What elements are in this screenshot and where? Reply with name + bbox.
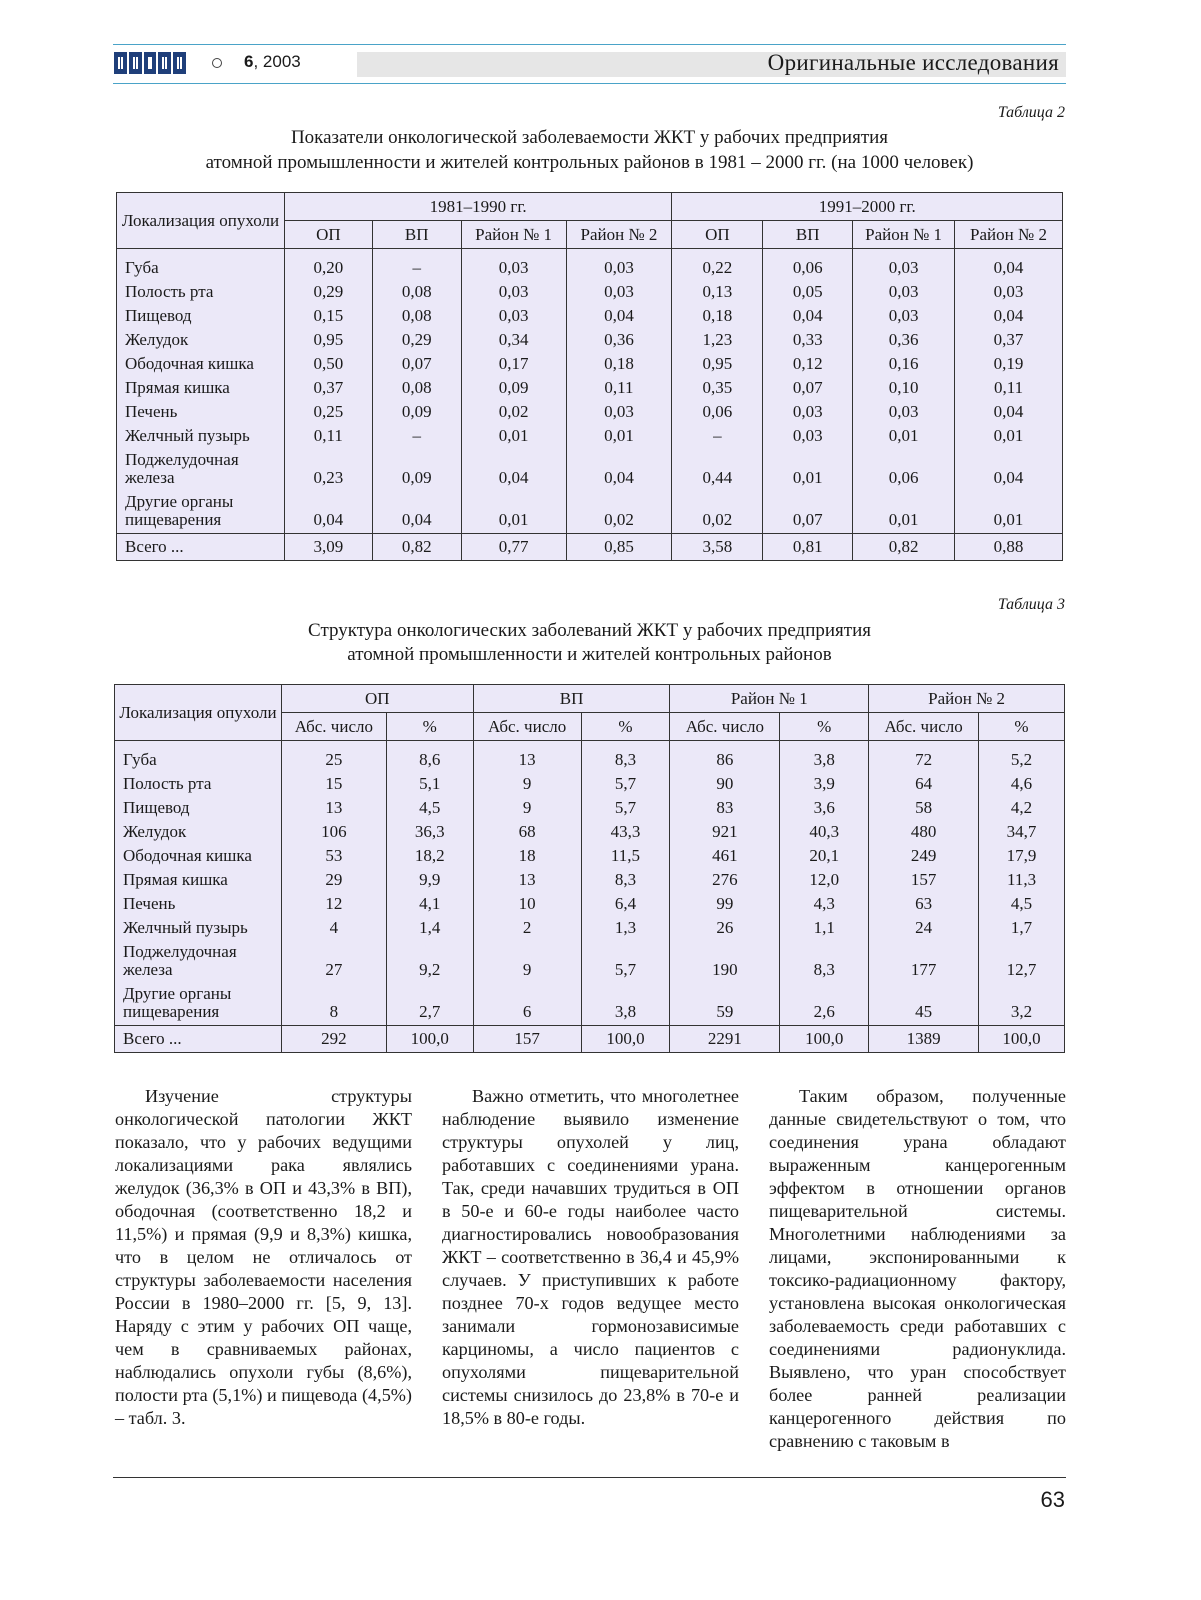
table3-group-header: ОП: [281, 685, 473, 713]
table-cell: 0,01: [461, 421, 566, 445]
total-cell: 100,0: [979, 1026, 1065, 1053]
table-cell: –: [372, 421, 461, 445]
table-cell: 0,03: [763, 397, 853, 421]
t3-subheader: %: [780, 713, 869, 741]
table-cell: 27: [281, 937, 386, 979]
paragraph: Таким образом, полученные данные свидетельствуют о том, что соединения урана обладают выраженным канцерогенным эффектом в отношении органов пищеварительной системы. Многолетними наблюдениями за лицами, экспонированными к токсико-радиационному фактору, установлена высокая онкологическая заболеваемость среди работавших с соединениями радионуклида. Выявлено, что уран способствует более ранней реализации канцерогенного действия по сравнению с таковым в: [769, 1086, 1066, 1451]
row-label: Полость рта: [117, 277, 285, 301]
paragraph: Изучение структуры онкологической патологии ЖКТ показало, что у рабочих ведущими локализациями рака являлись желудок (36,3% в ОП и 43,3% в ВП), ободочная (соответственно 18,2 и 11,5%) и прямая (9,9 и 8,3%) кишка, что в целом не отличалось от структуры заболеваемости населения России в 1980–2000 гг. [5, 9, 13]. Наряду с этим у рабочих ОП чаще, чем в сравниваемых районах, наблюдались опухоли губы (8,6%), полости рта (5,1%) и пищевода (4,5%) – табл. 3.: [115, 1086, 412, 1428]
text-column-1: [115, 1085, 412, 1430]
table2-header-localization: Локализация опухоли: [117, 193, 285, 249]
table-cell: 53: [281, 841, 386, 865]
paragraph: Важно отметить, что многолетнее наблюдение выявило изменение структуры опухолей у лиц, работавших с соединениями урана. Так, среди начавших трудиться в ОП в 50-е и 60-е годы наиболее часто диагностировались новообразования ЖКТ – соответственно в 36,4 и 45,9% случаев. У приступивших к работе позднее 70-х годов ведущее место занимали гормонозависимые карциномы, а число пациентов с опухолями пищеварительной системы снизилось до 23,8% в 70-е и 18,5% в 80-е годы.: [442, 1086, 739, 1428]
table-cell: 0,03: [461, 249, 566, 278]
table-cell: 63: [869, 889, 979, 913]
table-cell: 1,3: [581, 913, 670, 937]
table-cell: 0,37: [284, 373, 372, 397]
table-cell: 177: [869, 937, 979, 979]
table-row: [117, 301, 1063, 325]
total-cell: 0,82: [853, 534, 955, 561]
table-cell: 12,0: [780, 865, 869, 889]
table-row: [117, 421, 1063, 445]
table-cell: 6: [473, 979, 581, 1026]
table-cell: 8,3: [780, 937, 869, 979]
table-cell: 0,04: [566, 301, 672, 325]
total-cell: 100,0: [780, 1026, 869, 1053]
table-cell: 0,33: [763, 325, 853, 349]
table3-title-line1: Структура онкологических заболеваний ЖКТ у рабочих предприятия: [308, 620, 871, 641]
t2-subheader: ОП: [672, 221, 763, 249]
row-label: Поджелудочная железа: [115, 937, 282, 979]
table-cell: 29: [281, 865, 386, 889]
table-cell: 11,3: [979, 865, 1065, 889]
table-cell: 0,12: [763, 349, 853, 373]
table-cell: 58: [869, 793, 979, 817]
table-cell: 64: [869, 769, 979, 793]
row-label: Ободочная кишка: [115, 841, 282, 865]
t3-subheader: Абс. число: [670, 713, 780, 741]
row-label: Прямая кишка: [115, 865, 282, 889]
table3-header-localization: Локализация опухоли: [115, 685, 282, 741]
table-row: [115, 793, 1065, 817]
table-cell: 0,01: [566, 421, 672, 445]
t2-subheader: Район № 2: [955, 221, 1063, 249]
table-cell: 0,04: [955, 249, 1063, 278]
row-label: Ободочная кишка: [117, 349, 285, 373]
t3-subheader: Абс. число: [473, 713, 581, 741]
table-cell: 2: [473, 913, 581, 937]
table-row: [117, 277, 1063, 301]
total-cell: 2291: [670, 1026, 780, 1053]
table-cell: 0,03: [763, 421, 853, 445]
table-cell: 0,07: [763, 487, 853, 534]
table-cell: 249: [869, 841, 979, 865]
table-cell: 0,03: [955, 277, 1063, 301]
table-cell: 0,29: [372, 325, 461, 349]
table-cell: 0,03: [566, 249, 672, 278]
table3-title-line2: атомной промышленности и жителей контрольных районов: [347, 644, 832, 665]
total-cell: 0,85: [566, 534, 672, 561]
total-cell: 0,81: [763, 534, 853, 561]
table2-header-period2: 1991–2000 гг.: [672, 193, 1063, 221]
table-cell: 0,13: [672, 277, 763, 301]
row-label: Печень: [117, 397, 285, 421]
text-column-2: [442, 1085, 739, 1430]
table-cell: 0,01: [955, 487, 1063, 534]
table-cell: 0,11: [566, 373, 672, 397]
table-row: [117, 249, 1063, 278]
t2-subheader: Район № 1: [853, 221, 955, 249]
table-cell: 0,08: [372, 301, 461, 325]
table-cell: 0,09: [372, 397, 461, 421]
row-label: Другие органы пищеварения: [117, 487, 285, 534]
table-cell: 0,95: [672, 349, 763, 373]
table-row: [115, 865, 1065, 889]
table-cell: 0,02: [672, 487, 763, 534]
table-cell: 0,08: [372, 277, 461, 301]
table-cell: 1,23: [672, 325, 763, 349]
table-cell: 0,04: [955, 397, 1063, 421]
issue-number: 6: [244, 52, 254, 71]
t3-subheader: %: [979, 713, 1065, 741]
table3-label: Таблица 3: [997, 596, 1065, 613]
row-label: Губа: [117, 249, 285, 278]
table-cell: 921: [670, 817, 780, 841]
table-cell: 0,05: [763, 277, 853, 301]
table-cell: 4,6: [979, 769, 1065, 793]
table-cell: 90: [670, 769, 780, 793]
table-cell: 4,5: [386, 793, 473, 817]
table-row: [115, 817, 1065, 841]
table3: [114, 684, 1065, 1053]
row-label: Поджелудочная железа: [117, 445, 285, 487]
table-cell: 0,17: [461, 349, 566, 373]
table2-title-line2: атомной промышленности и жителей контрольных районов в 1981 – 2000 гг. (на 1000 человек): [205, 152, 974, 173]
table-cell: 0,06: [853, 445, 955, 487]
table-cell: 0,29: [284, 277, 372, 301]
total-cell: 3,58: [672, 534, 763, 561]
table-cell: 10: [473, 889, 581, 913]
table-cell: 0,95: [284, 325, 372, 349]
footer-rule: [113, 1477, 1066, 1478]
table-cell: 6,4: [581, 889, 670, 913]
total-cell: 100,0: [386, 1026, 473, 1053]
table-cell: 5,7: [581, 769, 670, 793]
table-cell: 4: [281, 913, 386, 937]
table-cell: 9,2: [386, 937, 473, 979]
table-cell: 157: [869, 865, 979, 889]
t3-subheader: Абс. число: [869, 713, 979, 741]
table-cell: 0,02: [461, 397, 566, 421]
total-cell: 3,09: [284, 534, 372, 561]
table-row: [117, 397, 1063, 421]
table-cell: 0,03: [853, 277, 955, 301]
table-cell: 34,7: [979, 817, 1065, 841]
row-label: Полость рта: [115, 769, 282, 793]
table-cell: 24: [869, 913, 979, 937]
table-row: [115, 979, 1065, 1026]
table-cell: 9,9: [386, 865, 473, 889]
table3-group-header: ВП: [473, 685, 670, 713]
section-title: Оригинальные исследования: [767, 50, 1059, 75]
table-cell: 0,44: [672, 445, 763, 487]
table-cell: 72: [869, 741, 979, 770]
total-label: Всего ...: [115, 1026, 282, 1053]
issue-info: [244, 52, 301, 72]
table-cell: 17,9: [979, 841, 1065, 865]
table-row: [115, 937, 1065, 979]
table-cell: 4,5: [979, 889, 1065, 913]
table-cell: 0,02: [566, 487, 672, 534]
t3-subheader: %: [386, 713, 473, 741]
table-cell: 20,1: [780, 841, 869, 865]
table-cell: 0,07: [372, 349, 461, 373]
table-cell: 86: [670, 741, 780, 770]
table-cell: 13: [473, 865, 581, 889]
table-cell: 0,01: [853, 421, 955, 445]
table-cell: 0,18: [672, 301, 763, 325]
table-cell: 0,36: [853, 325, 955, 349]
header-top-rule: [113, 44, 1066, 45]
table-cell: 0,06: [672, 397, 763, 421]
table-cell: 0,03: [461, 277, 566, 301]
table-cell: 4,2: [979, 793, 1065, 817]
table-cell: 0,03: [853, 249, 955, 278]
table-cell: 0,50: [284, 349, 372, 373]
total-cell: 1389: [869, 1026, 979, 1053]
table-cell: 0,09: [372, 445, 461, 487]
table-cell: 9: [473, 769, 581, 793]
table3-group-header: Район № 1: [670, 685, 869, 713]
table-cell: 0,01: [763, 445, 853, 487]
table-cell: 0,16: [853, 349, 955, 373]
table-cell: 25: [281, 741, 386, 770]
table-cell: 0,01: [955, 421, 1063, 445]
table-cell: 0,20: [284, 249, 372, 278]
row-label: Желчный пузырь: [117, 421, 285, 445]
table-cell: 5,7: [581, 937, 670, 979]
table-cell: 0,01: [461, 487, 566, 534]
row-label: Желчный пузырь: [115, 913, 282, 937]
table-cell: 0,07: [763, 373, 853, 397]
table-cell: 8,6: [386, 741, 473, 770]
total-cell: 0,88: [955, 534, 1063, 561]
table-cell: 0,04: [955, 301, 1063, 325]
row-label: Пищевод: [115, 793, 282, 817]
table-cell: 83: [670, 793, 780, 817]
table-cell: 0,04: [372, 487, 461, 534]
table-cell: 1,7: [979, 913, 1065, 937]
row-label: Губа: [115, 741, 282, 770]
row-label: Пищевод: [117, 301, 285, 325]
table-cell: 26: [670, 913, 780, 937]
t3-subheader: %: [581, 713, 670, 741]
total-cell: 292: [281, 1026, 386, 1053]
table-cell: 1,1: [780, 913, 869, 937]
total-cell: 100,0: [581, 1026, 670, 1053]
table-cell: 0,11: [284, 421, 372, 445]
text-column-3: [769, 1085, 1066, 1453]
table-cell: 8,3: [581, 865, 670, 889]
table-cell: 0,03: [566, 277, 672, 301]
table-cell: 3,9: [780, 769, 869, 793]
table-row: [117, 349, 1063, 373]
total-row: [117, 534, 1063, 561]
table-cell: 0,04: [461, 445, 566, 487]
table-cell: 15: [281, 769, 386, 793]
total-cell: 0,77: [461, 534, 566, 561]
table-cell: 0,15: [284, 301, 372, 325]
table-cell: 0,03: [853, 301, 955, 325]
table-cell: 190: [670, 937, 780, 979]
table-cell: 0,10: [853, 373, 955, 397]
total-label: Всего ...: [117, 534, 285, 561]
table2: [116, 192, 1063, 561]
table-cell: 45: [869, 979, 979, 1026]
table-cell: 59: [670, 979, 780, 1026]
table-cell: 0,04: [566, 445, 672, 487]
table-cell: 5,1: [386, 769, 473, 793]
table-cell: 0,37: [955, 325, 1063, 349]
table-cell: 11,5: [581, 841, 670, 865]
table-cell: 5,7: [581, 793, 670, 817]
journal-logo: [114, 52, 186, 74]
table-cell: 3,8: [581, 979, 670, 1026]
total-row: [115, 1026, 1065, 1053]
table-cell: 12,7: [979, 937, 1065, 979]
table-cell: 13: [473, 741, 581, 770]
table-cell: 13: [281, 793, 386, 817]
table-cell: 0,09: [461, 373, 566, 397]
table-cell: 18: [473, 841, 581, 865]
table-cell: 3,8: [780, 741, 869, 770]
table-cell: 480: [869, 817, 979, 841]
t3-subheader: Абс. число: [281, 713, 386, 741]
table-cell: 2,6: [780, 979, 869, 1026]
t2-subheader: ВП: [763, 221, 853, 249]
bullet-ring-icon: [212, 58, 222, 68]
table-row: [117, 445, 1063, 487]
table-cell: 3,6: [780, 793, 869, 817]
table-cell: 1,4: [386, 913, 473, 937]
table-cell: 4,3: [780, 889, 869, 913]
row-label: Прямая кишка: [117, 373, 285, 397]
table-cell: 36,3: [386, 817, 473, 841]
row-label: Желудок: [115, 817, 282, 841]
table2-label: Таблица 2: [997, 104, 1065, 121]
table-cell: 0,22: [672, 249, 763, 278]
table-cell: 0,03: [461, 301, 566, 325]
row-label: Желудок: [117, 325, 285, 349]
table-cell: 0,04: [284, 487, 372, 534]
table-cell: 0,18: [566, 349, 672, 373]
table-cell: 0,34: [461, 325, 566, 349]
table-cell: 18,2: [386, 841, 473, 865]
table-cell: 3,2: [979, 979, 1065, 1026]
row-label: Другие органы пищеварения: [115, 979, 282, 1026]
table-cell: 0,04: [955, 445, 1063, 487]
header-bottom-rule: [113, 83, 1066, 84]
table-row: [115, 741, 1065, 770]
table2-header-period1: 1981–1990 гг.: [284, 193, 672, 221]
table-cell: 9: [473, 937, 581, 979]
t2-subheader: Район № 1: [461, 221, 566, 249]
t2-subheader: Район № 2: [566, 221, 672, 249]
table-cell: 0,36: [566, 325, 672, 349]
table-row: [115, 889, 1065, 913]
t2-subheader: ОП: [284, 221, 372, 249]
table-cell: 0,11: [955, 373, 1063, 397]
table-cell: 2,7: [386, 979, 473, 1026]
page-number: 63: [1040, 1487, 1065, 1512]
table-cell: 40,3: [780, 817, 869, 841]
table-cell: 68: [473, 817, 581, 841]
table-cell: 0,35: [672, 373, 763, 397]
table-cell: –: [372, 249, 461, 278]
table-row: [115, 841, 1065, 865]
table-cell: 5,2: [979, 741, 1065, 770]
table-row: [115, 769, 1065, 793]
table-cell: 0,03: [566, 397, 672, 421]
table-cell: 276: [670, 865, 780, 889]
table-cell: 0,03: [853, 397, 955, 421]
table-cell: 0,08: [372, 373, 461, 397]
total-cell: 0,82: [372, 534, 461, 561]
table-cell: –: [672, 421, 763, 445]
total-cell: 157: [473, 1026, 581, 1053]
row-label: Печень: [115, 889, 282, 913]
table-row: [117, 487, 1063, 534]
issue-year: , 2003: [253, 52, 301, 71]
table-cell: 12: [281, 889, 386, 913]
table-cell: 0,06: [763, 249, 853, 278]
table-cell: 43,3: [581, 817, 670, 841]
t2-subheader: ВП: [372, 221, 461, 249]
table-cell: 8,3: [581, 741, 670, 770]
table-cell: 461: [670, 841, 780, 865]
table-cell: 0,01: [853, 487, 955, 534]
table-cell: 106: [281, 817, 386, 841]
table-cell: 0,23: [284, 445, 372, 487]
table-cell: 99: [670, 889, 780, 913]
table-row: [115, 913, 1065, 937]
table2-title-line1: Показатели онкологической заболеваемости ЖКТ у рабочих предприятия: [290, 127, 889, 148]
table3-group-header: Район № 2: [869, 685, 1065, 713]
table-cell: 4,1: [386, 889, 473, 913]
table-row: [117, 325, 1063, 349]
table-row: [117, 373, 1063, 397]
table-cell: 0,19: [955, 349, 1063, 373]
table-cell: 9: [473, 793, 581, 817]
table-cell: 0,25: [284, 397, 372, 421]
table-cell: 0,04: [763, 301, 853, 325]
table-cell: 8: [281, 979, 386, 1026]
